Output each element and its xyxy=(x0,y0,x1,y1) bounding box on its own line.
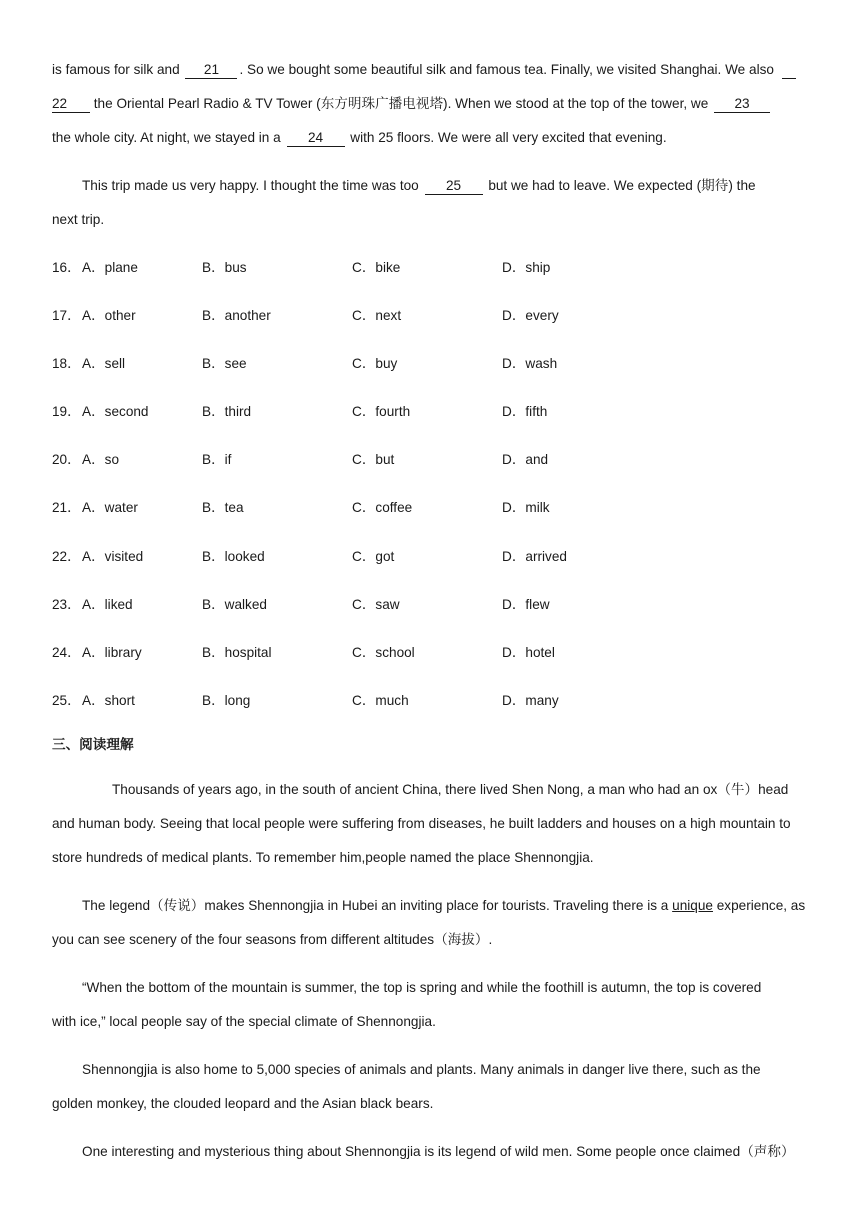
passage-text: the whole city. At night, we stayed in a xyxy=(52,130,281,145)
passage-line-3 xyxy=(52,128,667,148)
option-d: D．milk xyxy=(502,500,550,515)
option-d: D．arrived xyxy=(502,549,567,564)
question-number: 20． xyxy=(52,452,81,467)
reading-cjk: （声称） xyxy=(740,1144,795,1160)
option-b: B．another xyxy=(202,308,271,323)
passage-text: ). When we stood at the top of the tower, we xyxy=(443,96,709,111)
passage-line-1 xyxy=(52,60,796,80)
question-23 xyxy=(52,595,812,615)
option-b: B．tea xyxy=(202,500,244,515)
blank-24: 24 xyxy=(287,130,345,147)
question-22 xyxy=(52,547,812,567)
question-21 xyxy=(52,498,812,518)
passage-line-5: next trip. xyxy=(52,212,105,227)
passage-text: This trip made us very happy. I thought the time was too xyxy=(82,178,419,193)
passage-text: . So we bought some beautiful silk and famous tea. Finally, we visited Shanghai. We also xyxy=(239,62,774,77)
passage-text: ) the xyxy=(728,178,756,193)
question-number: 17． xyxy=(52,308,81,323)
question-number: 18． xyxy=(52,356,81,371)
option-a: A．sell xyxy=(82,356,126,371)
blank-22-start xyxy=(782,62,796,79)
option-a: A．so xyxy=(82,452,120,467)
question-number: 16． xyxy=(52,260,81,275)
option-a: A．liked xyxy=(82,597,133,612)
option-c: C．but xyxy=(352,452,395,467)
option-d: D．hotel xyxy=(502,645,555,660)
question-20 xyxy=(52,450,812,470)
reading-text: Thousands of years ago, in the south of ancient China, there lived Shen Nong, a man who had an ox xyxy=(112,782,718,797)
reading-text: you can see scenery of the four seasons from different altitudes xyxy=(52,932,435,947)
question-16 xyxy=(52,258,812,278)
option-a: A．water xyxy=(82,500,138,515)
option-a: A．other xyxy=(82,308,136,323)
option-c: C．got xyxy=(352,549,395,564)
question-17 xyxy=(52,306,812,326)
option-b: B．third xyxy=(202,404,252,419)
option-d: D．fifth xyxy=(502,404,548,419)
option-b: B．looked xyxy=(202,549,265,564)
reading-p2-line-2 xyxy=(52,930,492,950)
option-a: A．plane xyxy=(82,260,138,275)
reading-p3-line-1: “When the bottom of the mountain is summer, the top is spring and while the foothill is autumn, the top is covered xyxy=(82,980,762,995)
passage-cjk: 期待 xyxy=(701,178,729,194)
passage-text: the Oriental Pearl Radio & TV Tower ( xyxy=(93,96,321,111)
question-18 xyxy=(52,354,812,374)
option-b: B．walked xyxy=(202,597,267,612)
reading-p3-line-2: with ice,” local people say of the special climate of Shennongjia. xyxy=(52,1014,436,1029)
reading-p1-line-3: store hundreds of medical plants. To remember him,people named the place Shennongjia. xyxy=(52,850,594,865)
option-d: D．ship xyxy=(502,260,551,275)
option-a: A．library xyxy=(82,645,142,660)
reading-p5-line-1 xyxy=(52,1142,795,1162)
question-number: 24． xyxy=(52,645,81,660)
option-c: C．bike xyxy=(352,260,401,275)
reading-p4-line-2: golden monkey, the clouded leopard and the Asian black bears. xyxy=(52,1096,434,1111)
reading-p1-line-2: and human body. Seeing that local people were suffering from diseases, he built ladders and houses on a high mountain to xyxy=(52,816,791,831)
option-b: B．hospital xyxy=(202,645,272,660)
option-d: D．flew xyxy=(502,597,550,612)
reading-p1-line-1 xyxy=(52,780,788,800)
passage-text: but we had to leave. We expected ( xyxy=(488,178,702,193)
question-24 xyxy=(52,643,812,663)
option-c: C．coffee xyxy=(352,500,413,515)
reading-cjk: （牛） xyxy=(717,782,759,798)
reading-text: head xyxy=(758,782,789,797)
option-d: D．and xyxy=(502,452,549,467)
blank-22: 22 xyxy=(52,96,90,113)
option-d: D．many xyxy=(502,693,559,708)
reading-text: One interesting and mysterious thing about Shennongjia is its legend of wild men. Some people once claimed xyxy=(82,1144,741,1159)
underlined-word: unique xyxy=(672,898,713,913)
question-25 xyxy=(52,691,812,711)
option-c: C．saw xyxy=(352,597,400,612)
reading-p2-line-1 xyxy=(52,896,805,916)
reading-text: experience, as xyxy=(716,898,806,913)
option-c: C．fourth xyxy=(352,404,411,419)
blank-23: 23 xyxy=(714,96,770,113)
question-number: 25． xyxy=(52,693,81,708)
reading-text: The legend xyxy=(82,898,151,913)
passage-cjk: 东方明珠广播电视塔 xyxy=(320,96,444,112)
question-number: 21． xyxy=(52,500,81,515)
question-number: 22． xyxy=(52,549,81,564)
question-number: 19． xyxy=(52,404,81,419)
reading-text: makes Shennongjia in Hubei an inviting place for tourists. Traveling there is a xyxy=(204,898,669,913)
option-b: B．bus xyxy=(202,260,247,275)
option-c: C．school xyxy=(352,645,415,660)
passage-line-2 xyxy=(52,94,772,114)
blank-25: 25 xyxy=(425,178,483,195)
option-c: C．next xyxy=(352,308,402,323)
option-d: D．every xyxy=(502,308,559,323)
passage-text: with 25 floors. We were all very excited that evening. xyxy=(350,130,667,145)
passage-line-4 xyxy=(52,176,756,196)
question-19 xyxy=(52,402,812,422)
option-c: C．much xyxy=(352,693,409,708)
reading-cjk: （传说） xyxy=(150,898,205,914)
question-number: 23． xyxy=(52,597,81,612)
reading-p4-line-1: Shennongjia is also home to 5,000 species of animals and plants. Many animals in danger live there, such as the xyxy=(82,1062,761,1077)
section-heading: 三、阅读理解 xyxy=(52,737,134,753)
option-b: B．see xyxy=(202,356,247,371)
option-a: A．visited xyxy=(82,549,144,564)
blank-21: 21 xyxy=(185,62,237,79)
option-a: A．second xyxy=(82,404,149,419)
option-b: B．if xyxy=(202,452,232,467)
option-b: B．long xyxy=(202,693,251,708)
reading-cjk: （海拔） xyxy=(434,932,489,948)
option-a: A．short xyxy=(82,693,135,708)
reading-text: . xyxy=(488,932,493,947)
option-c: C．buy xyxy=(352,356,398,371)
option-d: D．wash xyxy=(502,356,558,371)
passage-text: is famous for silk and xyxy=(52,62,180,77)
